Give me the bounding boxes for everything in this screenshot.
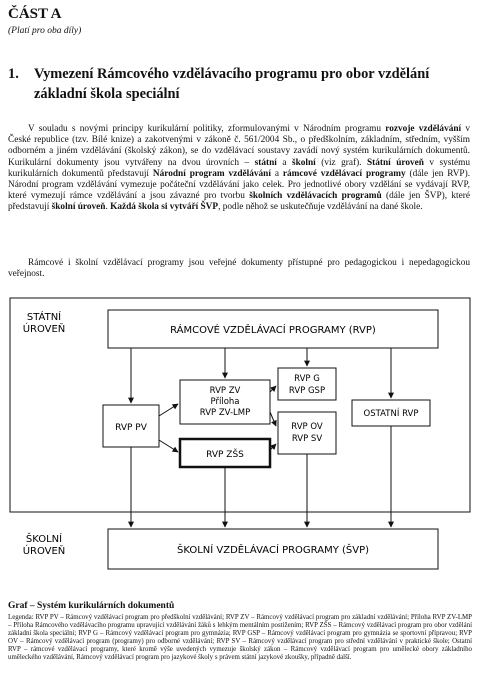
bold-run: školní úroveň bbox=[51, 202, 106, 213]
public-paragraph: Rámcové i školní vzdělávací programy jsou veřejné dokumenty přístupné pro pedagogickou i nepedagogickou veřejnost. bbox=[8, 258, 470, 280]
rvp-zss-label: RVP ZŠS bbox=[206, 450, 244, 460]
rvp-zv-label-2: Příloha bbox=[210, 397, 240, 407]
rvp-zv-label-1: RVP ZV bbox=[209, 386, 241, 396]
text-run: (viz graf). bbox=[315, 157, 367, 168]
rvp-ov-box bbox=[278, 412, 336, 454]
bold-run: školní bbox=[291, 157, 316, 168]
bold-run: rozvoje vzdělávání bbox=[385, 124, 462, 134]
curriculum-diagram bbox=[8, 292, 474, 602]
state-level-label-1: STÁTNÍ bbox=[26, 312, 62, 323]
text-run: a bbox=[276, 157, 292, 168]
text-run: (dále jen RVP). Národní program vzdělávání vymezuje počáteční vzdělávání jako celek. Pro jednotlivé obory vzdělání se vydávají RVP, které vymezují rámce vzdělávání a jsou závazné pro tvorbu bbox=[8, 168, 471, 202]
rvp-ov-label-2: RVP SV bbox=[291, 434, 323, 444]
rvp-ov-label-1: RVP OV bbox=[291, 422, 323, 432]
bold-run: Každá škola si vytváří ŠVP bbox=[110, 202, 219, 213]
bold-run: školních vzdělávacích programů bbox=[249, 191, 382, 202]
rvp-g-label-2: RVP GSP bbox=[288, 386, 326, 396]
bold-run: rámcové vzdělávací programy bbox=[282, 168, 406, 179]
diagram-svg bbox=[8, 292, 474, 597]
school-level-label-1: ŠKOLNÍ bbox=[25, 534, 63, 545]
text-run: , podle něhož se uskutečňuje vzdělávání na dané škole. bbox=[218, 202, 423, 213]
bold-run: Státní úroveň bbox=[366, 157, 424, 168]
rvp-pv-label: RVP PV bbox=[115, 423, 147, 433]
rvp-g-label-1: RVP G bbox=[294, 374, 320, 384]
text-run: . bbox=[105, 202, 111, 213]
bold-run: Národní program vzdělávání bbox=[152, 168, 271, 179]
text-run: V souladu s novými principy kurikulární politiky, zformulovanými v Národním programu bbox=[28, 124, 386, 134]
figure-caption: Graf – Systém kurikulárních dokumentů bbox=[8, 601, 175, 611]
section-title: Vymezení Rámcového vzdělávacího programu pro obor vzdělání základní škola speciální bbox=[34, 66, 430, 102]
intro-paragraph bbox=[8, 124, 470, 214]
school-level-label-2: ÚROVEŇ bbox=[22, 546, 66, 557]
text-run: v České republice (tzv. Bílé knize) a zakotvenými v zákoně č. 561/2004 Sb., o předškolním, základním, středním, vyšším odborném a jiném vzdělávání (školský zákon), se do vzdělávací soustavy zavádí nový systém kurikulárních dokumentů. Kurikulární dokumenty jsou vytvářeny na dvou úrovních – bbox=[8, 124, 470, 168]
part-title: ČÁST A bbox=[8, 6, 62, 22]
figure-legend: Legenda: RVP PV – Rámcový vzdělávací program pro předškolní vzdělávání; RVP ZV – Rámcový vzdělávací program pro základní vzdělávání; Příloha RVP ZV-LMP – Příloha Rámcového vzdělávacího programu upravující vzdělávání žáků s lehkým mentálním postižením; RVP ZŠS – Rámcový vzdělávací program pro obor vzdělání základní škola speciální; RVP G – Rámcový vzdělávací program pro gymnázia; RVP GSP – Rámcový vzdělávací program pro gymnázia se sportovní přípravou; RVP OV – Rámcový vzdělávací program (programy) pro odborné vzdělávání; RVP SV – Rámcový vzdělávací program pro střední vzdělávání v praktické škole; Ostatní RVP – rámcové vzdělávací programy, které kromě výše uvedených vymezuje školský zákon – Rámcový vzdělávací program pro umělecké obory základního uměleckého vzdělávání, Rámcový vzdělávací program pro jazykové školy s právem státní jazykové zkoušky, případně další. bbox=[8, 614, 472, 662]
text-run: (dále jen ŠVP), které představují bbox=[8, 191, 470, 213]
section-number: 1. bbox=[8, 66, 19, 82]
arrow-pv-zss bbox=[159, 440, 178, 452]
bold-run: státní bbox=[254, 157, 277, 168]
state-level-label-2: ÚROVEŇ bbox=[22, 324, 66, 335]
arrow-pv-zv bbox=[159, 404, 178, 416]
ostatni-rvp-label: OSTATNÍ RVP bbox=[363, 409, 419, 419]
text-run: v systému kurikulárních dokumentů představují bbox=[8, 157, 470, 179]
part-subtitle: (Platí pro oba díly) bbox=[8, 26, 82, 36]
arrow-zv-ov bbox=[270, 412, 276, 426]
rvp-main-label: RÁMCOVÉ VZDĚLÁVACÍ PROGRAMY (RVP) bbox=[170, 325, 376, 336]
text-run: a bbox=[270, 168, 283, 179]
arrow-zv-g bbox=[270, 386, 276, 392]
svp-main-label: ŠKOLNÍ VZDĚLÁVACÍ PROGRAMY (ŠVP) bbox=[176, 545, 370, 556]
rvp-zv-label-3: RVP ZV-LMP bbox=[199, 408, 251, 418]
